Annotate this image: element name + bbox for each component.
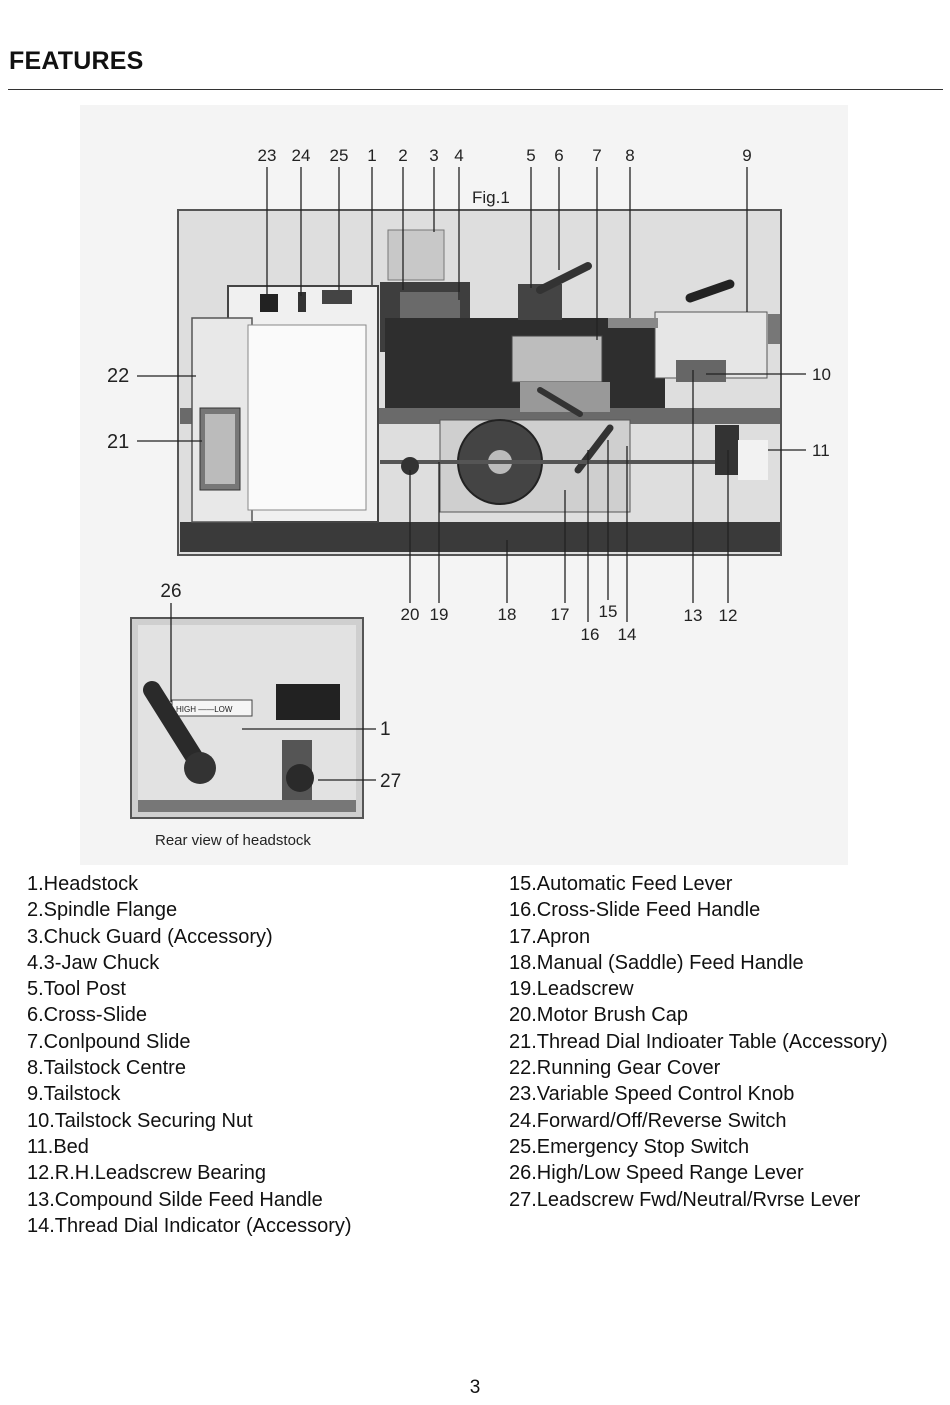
- inset-switch-label: HIGH ——LOW: [176, 705, 233, 714]
- callout-11: 11: [812, 441, 830, 460]
- bed-end: [738, 440, 768, 480]
- tailstock-wheel: [768, 314, 780, 344]
- legend-item: 22.Running Gear Cover: [509, 1057, 721, 1080]
- legend-item: 26.High/Low Speed Range Lever: [509, 1162, 804, 1185]
- legend-item: 27.Leadscrew Fwd/Neutral/Rvrse Lever: [509, 1188, 861, 1211]
- leadscrew-bearing: [715, 425, 739, 475]
- callout-4: 4: [454, 146, 464, 165]
- callout-19: 19: [429, 605, 449, 624]
- legend-item: 10.Tailstock Securing Nut: [27, 1109, 253, 1132]
- callout-7: 7: [592, 146, 602, 165]
- callout-24: 24: [291, 146, 311, 165]
- page-title: FEATURES: [9, 47, 144, 75]
- legend-item: 17.Apron: [509, 925, 591, 948]
- tailstock-centre: [608, 318, 658, 328]
- legend-item: 9.Tailstock: [27, 1083, 121, 1106]
- callout-21: 21: [107, 431, 130, 453]
- callout-14: 14: [617, 625, 637, 644]
- legend-item: 19.Leadscrew: [509, 978, 634, 1001]
- legend-item: 24.Forward/Off/Reverse Switch: [509, 1109, 787, 1132]
- legend-item: 4.3-Jaw Chuck: [27, 951, 160, 974]
- legend-item: 3.Chuck Guard (Accessory): [27, 925, 273, 948]
- legend-item: 20.Motor Brush Cap: [509, 1004, 688, 1027]
- tailstock-nut: [676, 360, 726, 382]
- callout-25: 25: [329, 146, 349, 165]
- headstock-panel: [248, 325, 366, 510]
- callout-5: 5: [526, 146, 536, 165]
- page-number: 3: [469, 1377, 481, 1398]
- callout-18: 18: [497, 605, 517, 624]
- legend-item: 8.Tailstock Centre: [27, 1057, 186, 1080]
- callout-13: 13: [683, 606, 703, 625]
- callout-8: 8: [625, 146, 635, 165]
- legend-left-column: [27, 871, 352, 1239]
- callout-10: 10: [812, 365, 831, 384]
- legend-item: 1.Headstock: [27, 873, 139, 895]
- callout-inset-1: 1: [380, 719, 391, 740]
- legend-item: 18.Manual (Saddle) Feed Handle: [509, 951, 804, 974]
- legend-item: 15.Automatic Feed Lever: [509, 873, 733, 895]
- callout-22: 22: [107, 365, 130, 387]
- figure-caption: Fig.1: [472, 188, 510, 207]
- callout-2: 2: [398, 146, 408, 165]
- callout-26: 26: [160, 581, 182, 602]
- callout-3: 3: [429, 146, 439, 165]
- thread-dial-table-lines: [205, 414, 235, 484]
- callout-12: 12: [718, 606, 738, 625]
- callout-23: 23: [257, 146, 277, 165]
- legend-item: 2.Spindle Flange: [27, 899, 178, 922]
- callout-20: 20: [400, 605, 420, 624]
- legend-item: 13.Compound Silde Feed Handle: [27, 1188, 323, 1211]
- callout-27: 27: [380, 771, 402, 792]
- legend-item: 23.Variable Speed Control Knob: [509, 1083, 795, 1106]
- callout-15: 15: [598, 602, 618, 621]
- legend-item: 14.Thread Dial Indicator (Accessory): [27, 1214, 352, 1237]
- inset-label-plate: [276, 684, 340, 720]
- compound-slide: [512, 336, 602, 382]
- legend-item: 12.R.H.Leadscrew Bearing: [27, 1162, 267, 1185]
- legend-item: 21.Thread Dial Indioater Table (Accessory): [509, 1030, 888, 1053]
- legend-right-column: [509, 871, 888, 1213]
- leadscrew-lever-knob: [286, 764, 314, 792]
- callout-17: 17: [550, 605, 570, 624]
- callout-1: 1: [367, 146, 377, 165]
- lever-base: [184, 752, 216, 784]
- speed-knob: [260, 294, 278, 312]
- chuck-guard: [388, 230, 444, 280]
- direction-switch: [298, 292, 306, 312]
- callout-16: 16: [580, 625, 600, 644]
- legend-item: 7.Conlpound Slide: [27, 1030, 191, 1053]
- legend-item: 16.Cross-Slide Feed Handle: [509, 899, 761, 922]
- legend-item: 25.Emergency Stop Switch: [509, 1135, 750, 1158]
- legend-item: 6.Cross-Slide: [27, 1004, 148, 1027]
- inset-base: [138, 800, 356, 812]
- legend-item: 11.Bed: [27, 1135, 89, 1158]
- lathe-base: [180, 522, 780, 552]
- callout-9: 9: [742, 146, 752, 165]
- stop-switch: [322, 290, 352, 304]
- legend-item: 5.Tool Post: [27, 978, 126, 1001]
- callout-6: 6: [554, 146, 564, 165]
- inset-caption: Rear view of headstock: [155, 832, 311, 849]
